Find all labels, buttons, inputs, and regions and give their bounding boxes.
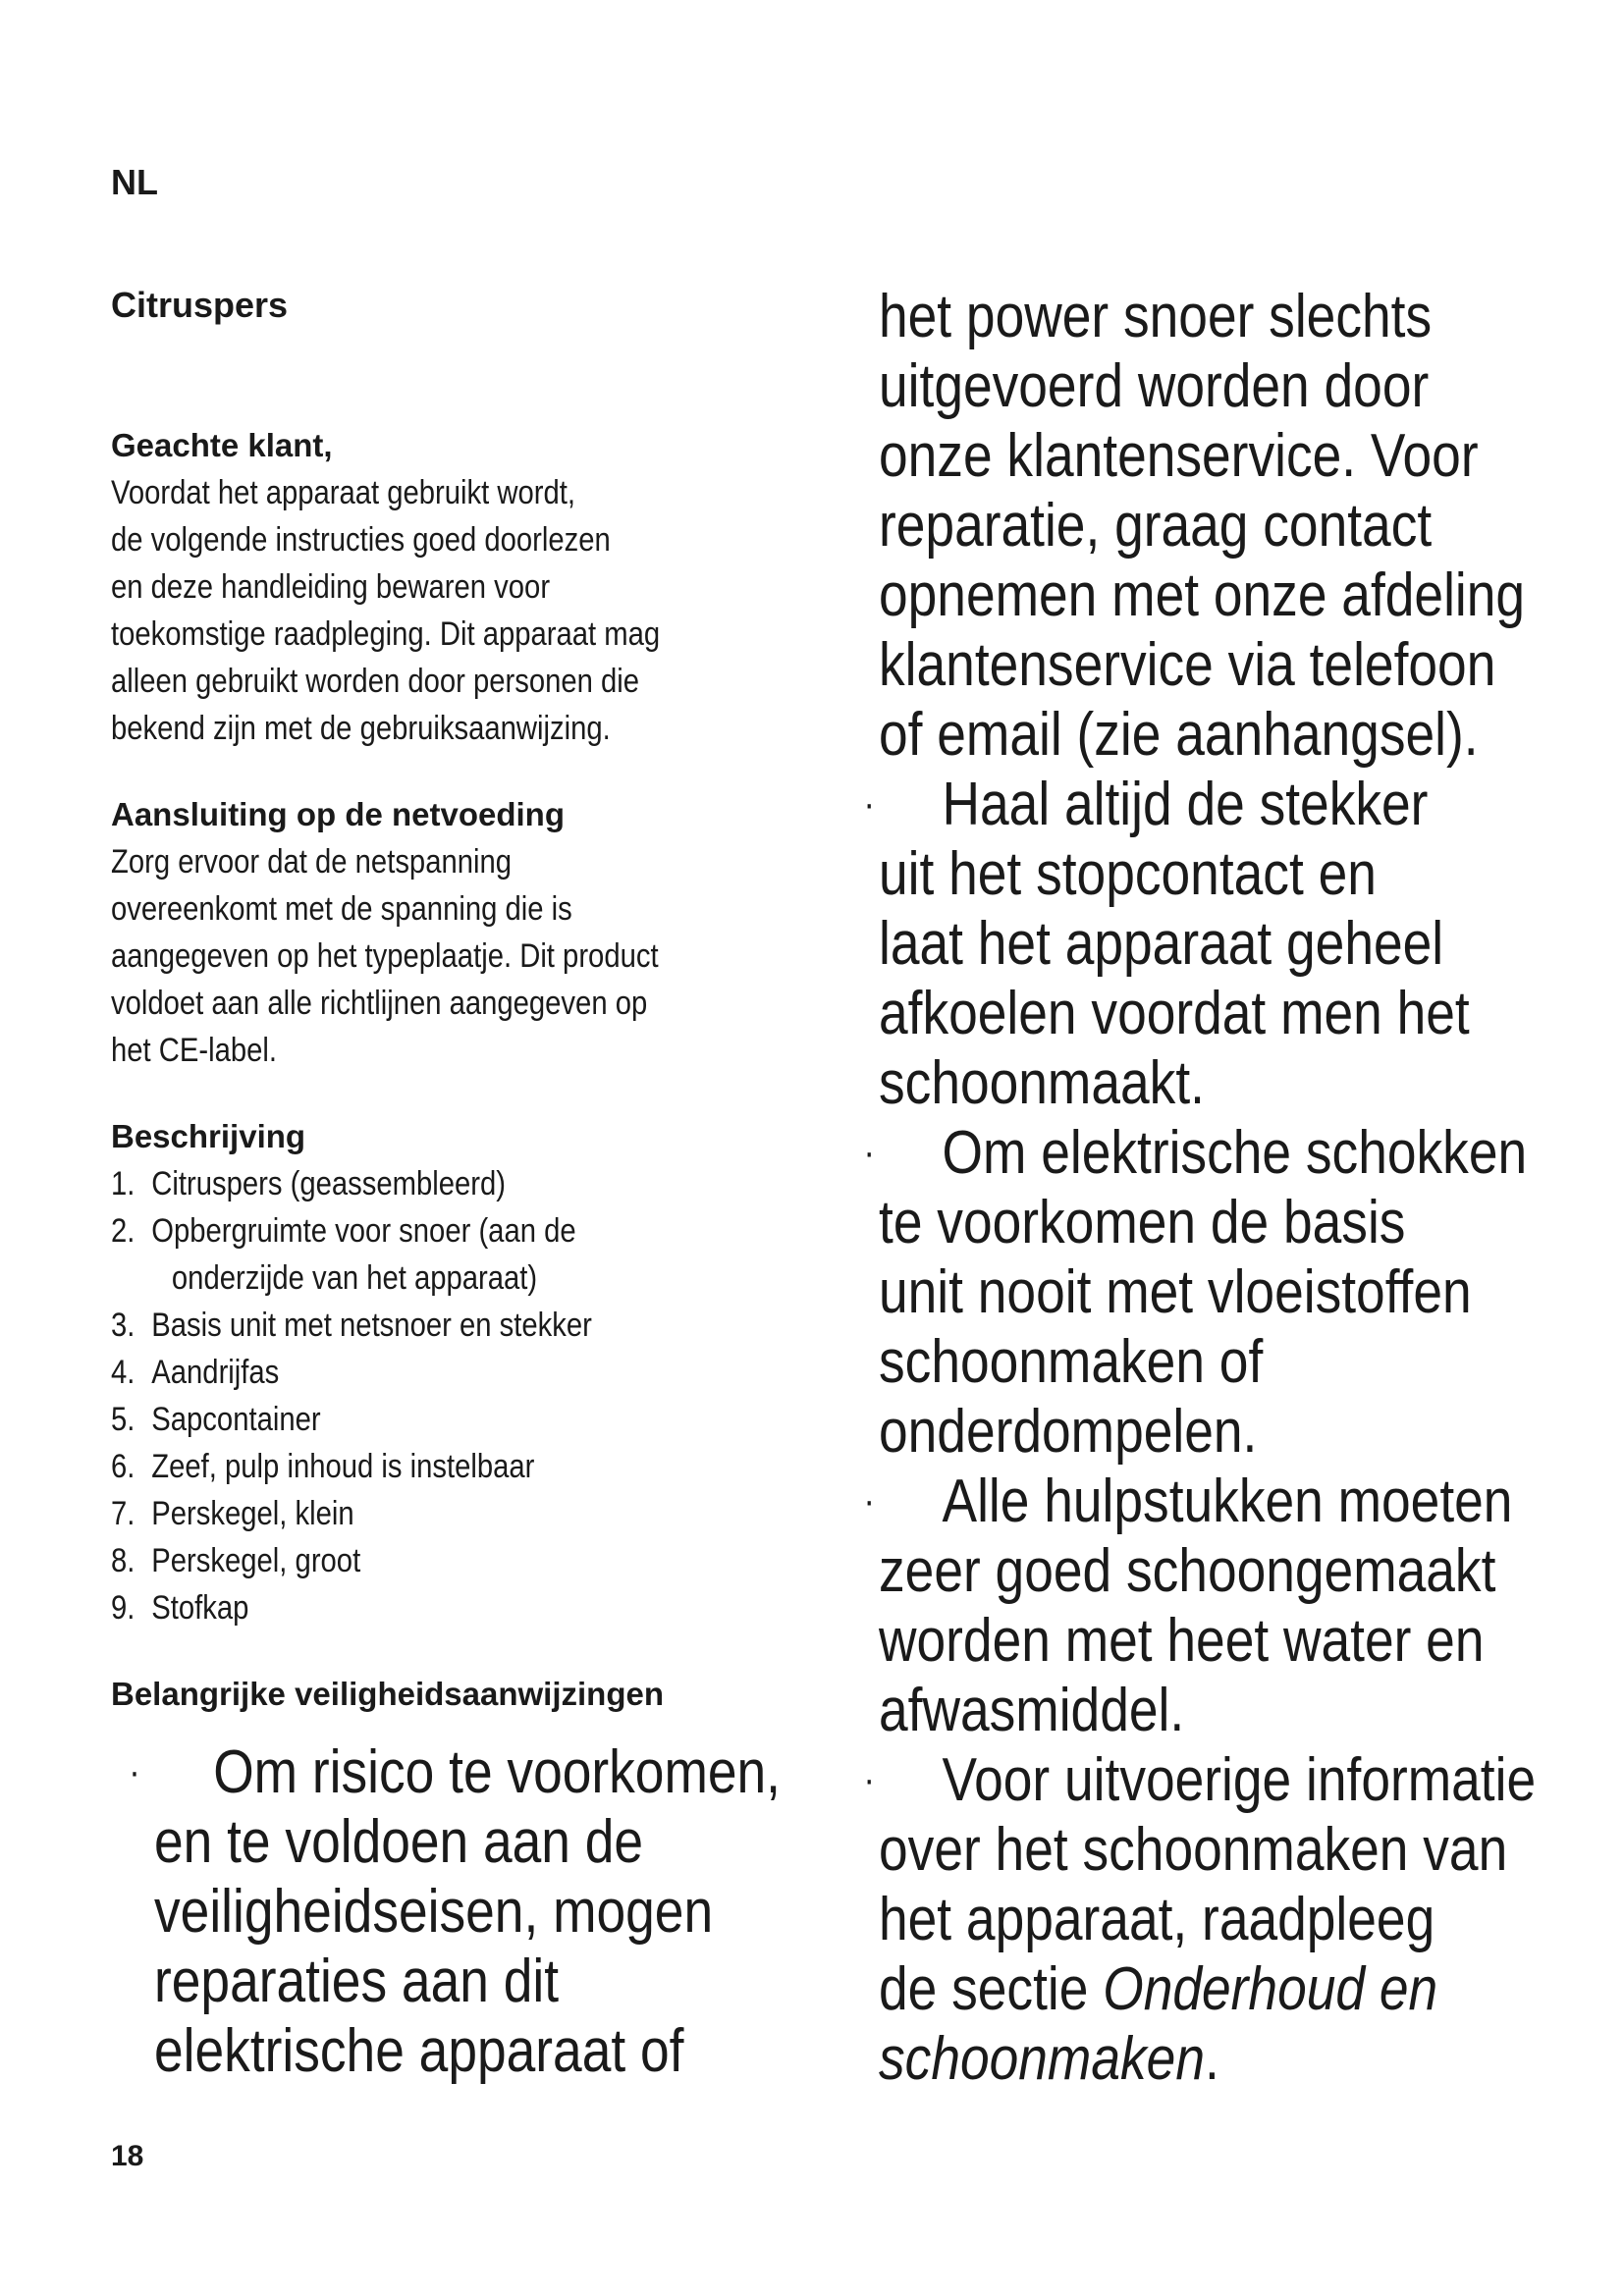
greeting-line: alleen gebruikt worden door personen die [111,663,640,700]
page-title: Citruspers [111,285,289,325]
safety-line: onderdompelen. [879,1398,1258,1466]
safety-line: uitgevoerd worden door [879,352,1430,420]
safety-line [863,1118,1536,1188]
safety-line: te voorkomen de basis [879,1189,1406,1256]
safety-line: laat het apparaat geheel [879,910,1444,978]
greeting-line: toekomstige raadpleging. Dit apparaat mag [111,615,661,653]
safety-line-text: Haal altijd de stekker [942,771,1429,838]
description-item [111,1396,702,1443]
item-text: Sapcontainer [151,1401,321,1438]
safety-line: opnemen met onze afdeling [879,561,1526,629]
description-list [111,1160,798,1631]
item-number: 9. [111,1589,135,1627]
section-reference: Onderhoud en [1103,1955,1438,2023]
description-item [111,1349,702,1396]
safety-line [879,2024,1536,2094]
greeting-section [111,422,798,752]
safety-line: en te voldoen aan de [154,1808,644,1876]
greeting-line: de volgende instructies goed doorlezen [111,521,611,559]
left-column [111,285,798,1718]
greeting-heading: Geachte klant, [111,427,333,463]
item-text: Zeef, pulp inhoud is instelbaar [151,1448,535,1485]
item-number: 2. [111,1212,135,1250]
safety-left-text [129,1737,883,2086]
safety-right-text [863,282,1624,2094]
power-line: Zorg ervoor dat de netspanning [111,843,513,881]
safety-line: klantenservice via telefoon [879,631,1496,699]
greeting-line: Voordat het apparaat gebruikt wordt, [111,474,576,511]
power-line: voldoet aan alle richtlijnen aangegeven op [111,985,648,1022]
item-text: Aandrijfas [151,1354,280,1391]
safety-line: reparatie, graag contact [879,492,1433,560]
safety-line-text: . [1204,2025,1219,2093]
power-line: overeenkomt met de spanning die is [111,890,572,928]
item-text: Perskegel, klein [151,1495,354,1532]
item-number: 3. [111,1307,135,1344]
safety-line-text: Voor uitvoerige informatie [942,1746,1537,1814]
item-text: Citruspers (geassembleerd) [151,1165,507,1202]
greeting-line: bekend zijn met de gebruiksaanwijzing. [111,710,611,747]
safety-line: elektrische apparaat of [154,2017,684,2085]
power-line: het CE-label. [111,1032,278,1069]
item-text-continued: onderzijde van het apparaat) [171,1259,538,1297]
item-number: 1. [111,1165,135,1202]
item-number: 4. [111,1354,135,1391]
section-reference: schoonmaken [879,2025,1205,2093]
safety-heading: Belangrijke veiligheidsaanwijzingen [111,1676,664,1712]
bullet-icon: · [129,1750,140,1793]
description-item [111,1443,702,1490]
greeting-line: en deze handleiding bewaren voor [111,568,551,606]
item-text: Opbergruimte voor snoer (aan de [151,1212,576,1250]
safety-line: uit het stopcontact en [879,840,1377,908]
item-number: 6. [111,1448,135,1485]
safety-line-text: de sectie [879,1955,1104,2023]
safety-line-text: Om risico te voorkomen, [213,1738,781,1806]
safety-line: of email (zie aanhangsel). [879,701,1479,769]
bullet-icon: · [863,782,875,826]
bullet-icon: · [863,1479,875,1522]
safety-line [863,770,1536,839]
safety-line: zeer goed schoongemaakt [879,1537,1496,1605]
description-item [111,1584,702,1631]
language-label: NL [111,162,158,202]
power-heading: Aansluiting op de netvoeding [111,796,565,832]
safety-line: over het schoonmaken van [879,1816,1508,1884]
power-section [111,791,798,1074]
description-item [111,1302,702,1349]
description-item [111,1207,702,1302]
greeting-text [111,469,798,752]
safety-line: worden met heet water en [879,1607,1485,1675]
safety-line: reparaties aan dit [154,1948,560,2015]
description-item [111,1537,702,1584]
safety-line: het power snoer slechts [879,283,1433,350]
bullet-icon: · [863,1758,875,1801]
safety-line: onze klantenservice. Voor [879,422,1479,490]
item-number: 7. [111,1495,135,1532]
safety-line-text: Alle hulpstukken moeten [942,1468,1513,1535]
safety-section [111,1671,798,1718]
safety-line-text: Om elektrische schokken [942,1119,1528,1187]
description-heading: Beschrijving [111,1118,306,1154]
item-number: 5. [111,1401,135,1438]
bullet-icon: · [863,1131,875,1174]
safety-line: schoonmaakt. [879,1049,1205,1117]
safety-line: veiligheidseisen, mogen [154,1878,714,1946]
page-number: 18 [111,2140,144,2172]
description-item [111,1160,702,1207]
safety-line: afwasmiddel. [879,1677,1185,1744]
safety-line: unit nooit met vloeistoffen [879,1258,1472,1326]
item-text: Basis unit met netsnoer en stekker [151,1307,592,1344]
safety-line [129,1737,781,1807]
item-text: Stofkap [151,1589,249,1627]
safety-line: schoonmaken of [879,1328,1264,1396]
power-line: aangegeven op het typeplaatje. Dit product [111,937,659,975]
item-text: Perskegel, groot [151,1542,361,1579]
safety-line [863,1745,1537,1815]
item-number: 8. [111,1542,135,1579]
safety-line [863,1467,1536,1536]
description-section [111,1113,798,1631]
description-item [111,1490,702,1537]
power-text [111,838,798,1074]
safety-line: het apparaat, raadpleeg [879,1886,1435,1953]
safety-line [879,1954,1536,2024]
safety-line: afkoelen voordat men het [879,980,1470,1047]
